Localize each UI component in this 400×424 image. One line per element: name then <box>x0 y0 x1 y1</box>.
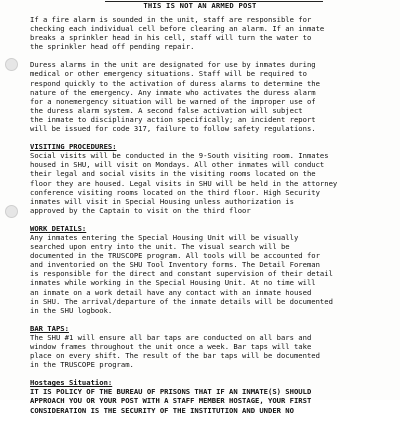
duress-alarm-paragraph: Duress alarms in the unit are designated for use by inmates during medical or other emergency situations. Staff will be required to respond quickly to the activation of duress alarms to determine the nature of the emergency. Any inmate who activates the duress alarm for a nonemergency situation will be warned of the improper use of the duress alarm system. A second false activation will subject the inmate to disciplinary action specifically; an incident report will be issued for code 317, failure to follow safety regulations. <box>30 60 320 134</box>
work-details-heading: WORK DETAILS: <box>30 223 87 233</box>
document-body <box>30 15 388 424</box>
armed-post-banner: THIS IS NOT AN ARMED POST <box>143 1 257 10</box>
visiting-procedures-paragraph: Social visits will be conducted in the 9-South visiting room. Inmates housed in SHU, will visit on Mondays. All other inmates will conduct their legal and social visits in the visiting rooms located on the floor they are housed. Legal visits in SHU will be held in the attorney conference visiting rooms located on the third floor. High Security inmates will visit in Special Housing unless authorization is approved by the Captain to visit on the third floor <box>30 151 338 215</box>
bar-taps-heading: BAR TAPS: <box>30 323 69 333</box>
bar-taps-paragraph: The SHU #1 will ensure all bar taps are conducted on all bars and window frames throughout the unit once a week. Bar taps will take place on every shift. The result of the bar taps will be documented in the TRUSCOPE program. <box>30 332 320 370</box>
visiting-procedures-heading: VISITING PROCEDURES: <box>30 142 117 152</box>
work-details-paragraph: Any inmates entering the Special Housing Unit will be visually searched upon entry into the unit. The visual search will be documented in the TRUSCOPE program. All tools will be accounted for and inventoried on the SHU Tool Inventory forms. The Detail Foreman is responsible for the direct and constant supervision of their detail inmates while working in the Special Housing Unit. At no time will an inmate on a work detail have any contact with an inmate housed in SHU. The arrival/departure of the inmate details will be documented in the SHU logbook. <box>30 232 333 315</box>
punch-hole <box>5 58 18 71</box>
hostage-situation-heading: Hostages Situation: <box>30 378 113 388</box>
hostage-situation-paragraph: IT IS POLICY OF THE BUREAU OF PRISONS THAT IF AN INMATE(S) SHOULD APPROACH YOU OR YOUR POST WITH A STAFF MEMBER HOSTAGE, YOUR FIRST CONSIDERATION IS THE SECURITY OF THE INSTITUTION AND UNDER NO <box>30 387 312 415</box>
fire-alarm-paragraph: If a fire alarm is sounded in the unit, staff are responsible for checking each individual cell before clearing an alarm. If an inmate breaks a sprinkler head in his cell, staff will turn the water to the sprinkler head off pending repair. <box>30 15 325 52</box>
punch-hole <box>5 205 18 218</box>
